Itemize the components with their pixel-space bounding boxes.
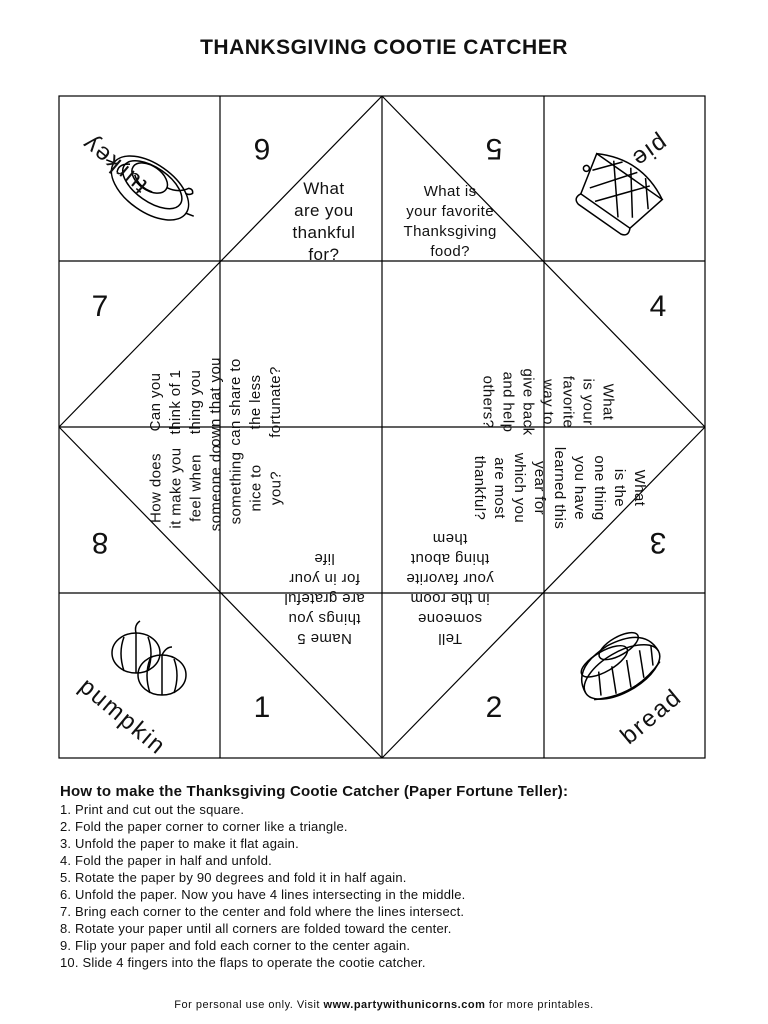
step-3: 3. Unfold the paper to make it flat again. [60,836,299,851]
instruction-steps [60,801,720,971]
question-line: and help [498,371,516,433]
question-line: things you [287,610,361,627]
question-line: for? [308,245,340,264]
question-line: your favorite [406,570,494,587]
step-6: 6. Unfold the paper. Now you have 4 lines intersecting in the middle. [60,887,466,902]
word-pumpkin: pumpkin [73,672,172,761]
footer-prefix: For personal use only. Visit [174,999,324,1011]
question-line: Tell [437,630,462,647]
question-line: are grateful [283,590,365,607]
number-7: 7 [91,290,109,323]
question-line: you? [266,470,284,506]
question-line: What [631,469,649,507]
question-line: is the [611,468,629,508]
number-2: 2 [485,691,503,724]
question-line: thing you [186,369,204,435]
question-line: life [313,550,335,567]
question-learned [469,447,649,529]
question-line: one thing [591,455,609,521]
question-line: own that you [206,357,224,447]
question-line: you have [571,455,589,521]
step-1: 1. Print and cut out the square. [60,802,245,817]
question-line: fortunate? [266,366,284,438]
question-line: are most [491,457,509,519]
question-line: Name 5 [296,630,352,647]
question-line: learned this [551,446,569,530]
question-line: favorite [558,375,576,429]
question-line: Can you [146,372,164,432]
step-5: 5. Rotate the paper by 90 degrees and fold it in half again. [60,870,407,885]
question-name-five [284,548,365,648]
number-5: 5 [485,132,503,165]
question-line: thankful? [471,455,489,521]
question-share [146,357,286,447]
cootie-catcher [58,95,706,759]
instructions-heading: How to make the Thanksgiving Cootie Catcher (Paper Fortune Teller): [60,783,569,800]
question-line: the less [246,374,264,430]
question-line: someone do [206,444,224,532]
question-tell-someone [406,528,494,648]
number-1: 1 [253,691,271,724]
question-line: are you [294,201,354,220]
step-2: 2. Fold the paper corner to corner like a triangle. [60,819,348,834]
pumpkin-drawing [112,621,186,695]
question-line: How does [146,453,164,523]
word-turkey: turkey [76,129,153,200]
question-line: year for [531,460,549,516]
question-thankful [293,178,356,266]
step-9: 9. Flip your paper and fold each corner to the center again. [60,938,411,953]
question-line: something [226,451,244,525]
question-line: your favorite [406,203,494,220]
question-line: give back [518,368,536,436]
page-title: THANKSGIVING COOTIE CATCHER [200,36,568,59]
number-4: 4 [649,290,667,323]
question-line: thankful [292,223,356,242]
question-line: which you [511,452,529,524]
question-line: think of 1 [166,369,184,435]
question-give-back [477,369,617,436]
question-line: What [303,179,345,198]
footer-suffix: for more printables. [485,999,594,1011]
word-bread: bread [615,683,688,750]
question-line: food? [430,243,470,260]
word-pie: pie [625,129,673,174]
step-10: 10. Slide 4 fingers into the flaps to operate the cootie catcher. [60,955,426,970]
question-line: What is [423,183,477,200]
question-someone-nice [146,445,286,532]
question-line: someone [417,610,483,627]
step-4: 4. Fold the paper in half and unfold. [60,853,272,868]
number-6: 6 [253,132,271,165]
question-line: is your [578,378,596,426]
instructions [60,783,720,971]
question-line: What [598,383,616,421]
number-8: 8 [91,526,109,559]
question-line: can share to [226,358,244,446]
question-line: thing about [410,550,490,567]
question-line: it make you [166,447,184,529]
question-line: them [432,530,468,547]
question-line: Thanksgiving [403,223,497,240]
footer [0,999,768,1011]
footer-site-link[interactable]: www.partywithunicorns.com [323,999,486,1011]
question-line: way to [538,379,556,425]
question-food [404,182,497,262]
question-line: others? [478,375,496,429]
question-line: for in your [288,570,360,587]
step-8: 8. Rotate your paper until all corners are folded toward the center. [60,921,452,936]
question-line: in the room [410,590,490,607]
question-line: feel when [186,454,204,522]
step-7: 7. Bring each corner to the center and fold where the lines intersect. [60,904,465,919]
number-3: 3 [649,526,667,559]
question-line: nice to [246,464,264,512]
